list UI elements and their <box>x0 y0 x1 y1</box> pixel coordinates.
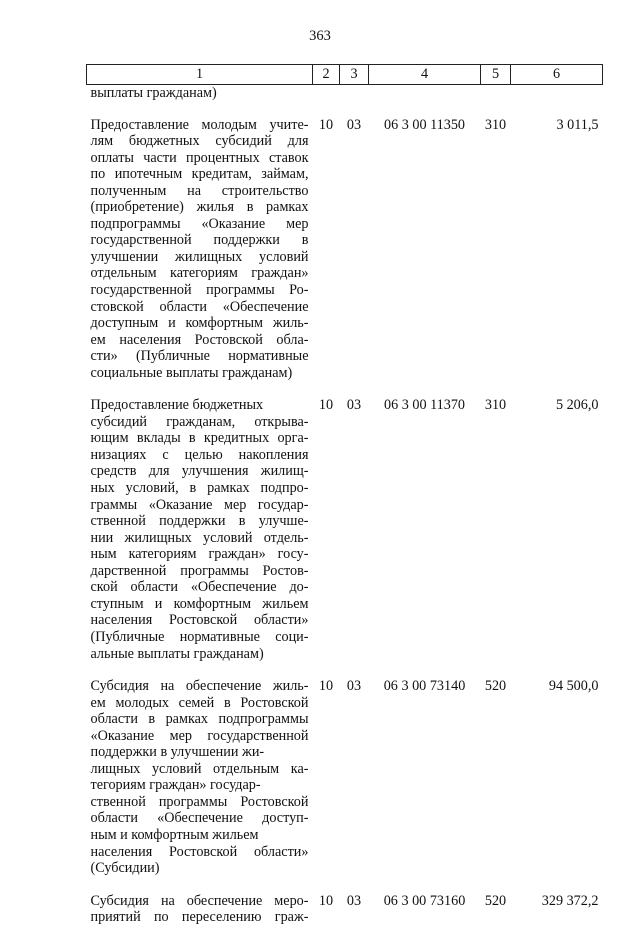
description-line: отдельным категориям граждан» <box>90 265 309 282</box>
description-line: граммы «Оказание мер государ- <box>90 496 309 513</box>
table-row <box>87 381 603 662</box>
description-line: подпрограммы «Оказание мер <box>90 215 309 232</box>
description-line: альные выплаты гражданам) <box>90 645 264 662</box>
description-line: ных условий, в рамках подпро- <box>90 480 309 497</box>
column-header-4: 4 <box>369 65 481 85</box>
row-expense-type: 310 <box>484 116 507 133</box>
row-amount: 3 011,5 <box>556 116 599 133</box>
description-line: ным и комфортным жильем <box>90 826 259 843</box>
column-header-6: 6 <box>511 65 603 85</box>
description-line: области в рамках подпрограммы <box>90 711 309 728</box>
description-line: нии жилищных условий отдель- <box>90 529 309 546</box>
row-description <box>87 662 313 877</box>
column-header-2: 2 <box>313 65 340 85</box>
page-number: 363 <box>309 28 331 44</box>
description-line: «Оказание мер государственной <box>90 727 309 744</box>
row-target-item: 06 3 00 11370 <box>383 397 466 414</box>
description-line: улучшении жилищных условий <box>90 248 309 265</box>
budget-table <box>86 64 603 926</box>
description-line: сти» (Публичные нормативные <box>90 348 309 365</box>
row-section: 10 <box>318 116 334 133</box>
description-line: по ипотечным кредитам, займам, <box>90 166 309 183</box>
table-row <box>87 877 603 926</box>
row-expense-type: 520 <box>484 678 507 695</box>
description-line: населения Ростовской области» <box>90 843 309 860</box>
description-line: ющим вклады в кредитных орга- <box>90 430 309 447</box>
description-line: стовской области «Обеспечение <box>90 298 309 315</box>
description-line: ступным и комфортным жильем <box>90 595 309 612</box>
description-line: ской области «Обеспечение до- <box>90 579 309 596</box>
column-header-5: 5 <box>481 65 511 85</box>
description-line: Предоставление молодым учите- <box>90 116 309 133</box>
row-expense-type: 310 <box>484 397 507 414</box>
row-description <box>87 102 313 382</box>
row-expense-type: 520 <box>484 892 507 909</box>
row-amount: 329 372,2 <box>541 892 599 909</box>
description-line: населения Ростовской области» <box>90 612 309 629</box>
description-line: тегориям граждан» государ- <box>90 777 261 794</box>
description-line: (Субсидии) <box>90 860 160 877</box>
description-line: ем молодых семей в Ростовской <box>90 694 309 711</box>
description-line: субсидий гражданам, открыва- <box>90 413 309 430</box>
continuation-row <box>87 85 603 102</box>
description-line: лищных условий отдельным ка- <box>90 760 309 777</box>
description-line: государственной поддержки в <box>90 232 309 249</box>
row-subsection: 03 <box>346 678 362 695</box>
description-line: Предоставление бюджетных <box>90 397 264 414</box>
description-line: низациях с целью накопления <box>90 446 309 463</box>
description-line: доступным и комфортным жиль- <box>90 315 309 332</box>
description-line: оплаты части процентных ставок <box>90 149 309 166</box>
row-description <box>87 877 313 926</box>
row-target-item: 06 3 00 11350 <box>383 116 466 133</box>
description-line: приятий по переселению граж- <box>90 909 309 926</box>
table-header <box>87 65 603 85</box>
row-target-item: 06 3 00 73140 <box>383 678 466 695</box>
continuation-text: выплаты гражданам) <box>90 85 217 101</box>
description-line: дарственной программы Ростов- <box>90 562 309 579</box>
description-line: ным категориям граждан» госу- <box>90 546 309 563</box>
description-line: ем населения Ростовской обла- <box>90 331 309 348</box>
description-line: лям бюджетных субсидий для <box>90 133 309 150</box>
description-line: ственной поддержки в улучше- <box>90 513 309 530</box>
row-amount: 5 206,0 <box>555 397 599 414</box>
description-line: поддержки в улучшении жи- <box>90 744 265 761</box>
description-line: области «Обеспечение доступ- <box>90 810 309 827</box>
table-body <box>87 85 603 926</box>
row-section: 10 <box>318 397 334 414</box>
column-header-3: 3 <box>340 65 369 85</box>
row-description <box>87 381 313 662</box>
row-subsection: 03 <box>346 116 362 133</box>
description-line: средств для улучшения жилищ- <box>90 463 309 480</box>
row-amount: 94 500,0 <box>548 678 599 695</box>
row-subsection: 03 <box>346 397 362 414</box>
description-line: Субсидия на обеспечение жиль- <box>90 678 309 695</box>
row-section: 10 <box>318 678 334 695</box>
description-line: полученным на строительство <box>90 182 309 199</box>
table-row <box>87 102 603 382</box>
description-line: ственной программы Ростовской <box>90 793 309 810</box>
description-line: (Публичные нормативные соци- <box>90 628 309 645</box>
column-header-1: 1 <box>87 65 313 85</box>
description-line: Субсидия на обеспечение меро- <box>90 892 309 909</box>
description-line: (приобретение) жилья в рамках <box>90 199 309 216</box>
row-target-item: 06 3 00 73160 <box>383 892 466 909</box>
table-row <box>87 662 603 877</box>
row-subsection: 03 <box>346 892 362 909</box>
description-line: социальные выплаты гражданам) <box>90 364 293 381</box>
description-line: государственной программы Ро- <box>90 282 309 299</box>
row-section: 10 <box>318 892 334 909</box>
